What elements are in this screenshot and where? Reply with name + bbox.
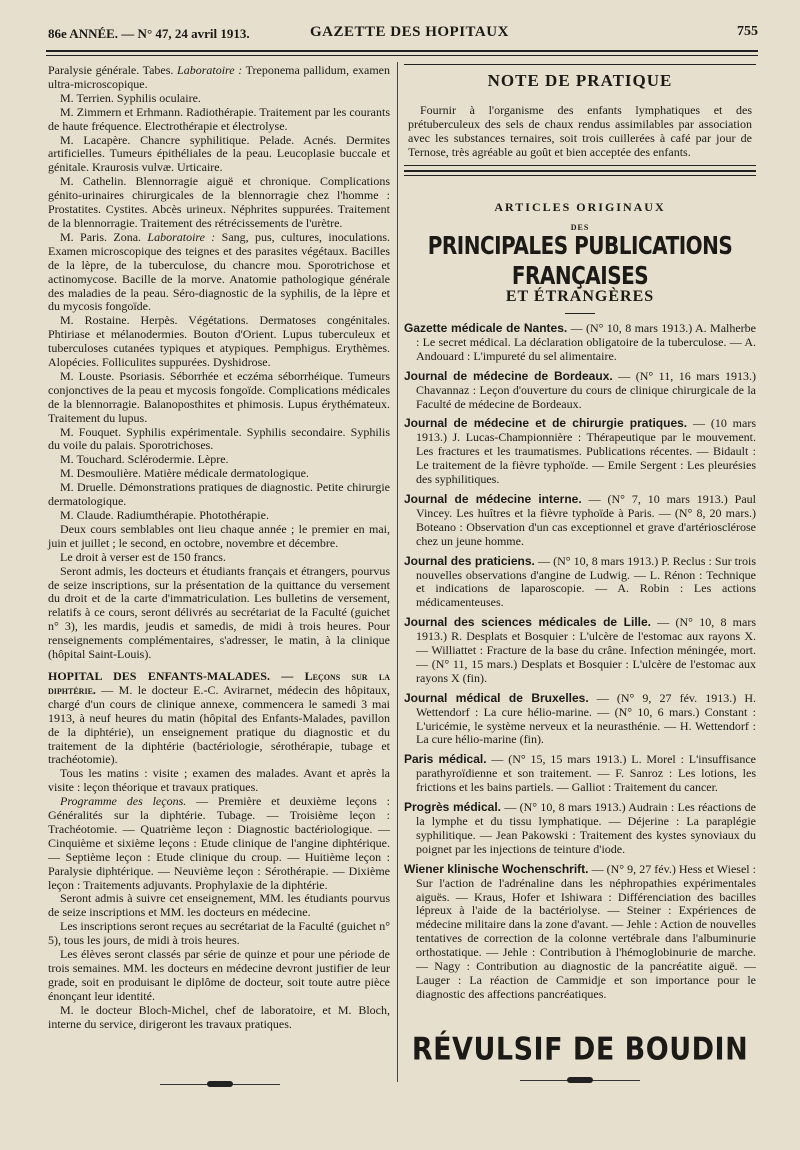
publications-subtitle: ET ÉTRANGÈRES bbox=[505, 288, 655, 305]
paragraph: M. Lacapère. Chancre syphilitique. Pelade. Acnés. Dermites artificielles. Tumeurs épithéliales de la peau. Leucoplasie buccale et génitale. Kraurosis vulvæ. Urticaire. bbox=[48, 132, 390, 175]
section-rule bbox=[404, 170, 756, 176]
paragraph: Deux cours semblables ont lieu chaque année ; le premier en mai, juin et juillet ; le second, en octobre, novembre et décembre. bbox=[48, 521, 390, 550]
note-title: NOTE DE PRATIQUE bbox=[487, 71, 673, 90]
end-ornament-left bbox=[160, 1084, 280, 1085]
publications-title: PRINCIPALES PUBLICATIONS FRANÇAISES bbox=[427, 230, 733, 290]
articles-des: DES bbox=[570, 223, 590, 232]
publication-entry: Wiener klinische Wochenschrift. — (N° 9, 27 fév.) Hess et Wiesel : Sur l'action de l'adrénaline dans les néphropathies expérimentales aiguës. — Kraus, Hofer et Ishiwara : Différenciation des bacilles lépreux à l'aide de la bactériolyse. — Steiner : Expériences de médecine militaire dans la zone d'avant. — Jehle : Action de nouvelles tentatives de correction de la colonne vertébrale dans l'albuminurie orthostatique. — Jehle : Contribution à l'hémoglobinurie de marche. — Nagy : Contribution au diagnostic de la pancréatite aiguë. — Lauger : La réaction de Cammidje et son importance pour le diagnostic des affections pancréatiques. bbox=[404, 861, 757, 1001]
paragraph: HOPITAL DES ENFANTS-MALADES. — Leçons sur la diphtérie. — M. le docteur E.-C. Avirагnet, médecin des hôpitaux, chargé d'un cours de clinique annexe, commencera le samedi 3 mai 1913, à neuf heures du matin (hôpital des Enfants-Malades, pavillon de la diphtérie), un enseignement pratique du diagnostic et du traitement de la diphtérie (bactériologie, sérothérapie, tubage et trachéotomie). bbox=[48, 668, 390, 767]
note-text: Fournir à l'organisme des enfants lymphatiques et des prétuberculeux des sels de chaux rendus assimilables par association avec les substances ternaires, soit trois cuillerées à café par jour de Ternose, très agréable au goût et bien acceptée des enfants. bbox=[408, 103, 752, 159]
publication-entry: Journal des praticiens. — (N° 10, 8 mars 1913.) P. Reclus : Sur trois nouvelles observations d'angine de Ludwig. — L. Rénon : Technique et indications de laparoscopie. — A. Robin : Les actions médicamenteuses. bbox=[404, 553, 756, 610]
articles-heading: ARTICLES ORIGINAUX bbox=[494, 200, 666, 214]
right-column bbox=[404, 64, 756, 1008]
journal-name: GAZETTE DES HOPITAUX bbox=[310, 24, 509, 40]
paragraph: M. Zimmern et Erhmann. Radiothérapie. Traitement par les courants de haute fréquence. Electrothérapie et électrolyse. bbox=[48, 104, 390, 133]
paragraph: M. Rostaine. Herpès. Végétations. Dermatoses congénitales. Phtiriase et mélanodermies. Bouton d'Orient. Lupus tuberculeux et tuberculoses cutanées typiques et atypiques. Pemphigus. Erythèmes. Alopécies. Folliculites suppurées. Dyshidrose. bbox=[48, 313, 390, 370]
paragraph: Programme des leçons. — Première et deuxième leçons : Généralités sur la diphtérie. Tubage. — Troisième leçon : Trachéotomie. — Quatrième leçon : Diagnostic bactériologique. — Cinquième et sixième leçons : Etude clinique de l'angine diphtérique. — Septième leçon : Etude clinique du croup. — Huitième leçon : Paralysie diphtérique. — Neuvième leçon : Sérothérapie. — Dixième leçon : Traitements adjuvants. Prophylaxie de la diphtérie. bbox=[48, 794, 390, 892]
paragraph: M. Louste. Psoriasis. Séborrhée et eczéma séborrhéique. Tumeurs conjonctives de la peau et mycosis fongoïde. Complications médicales de la blennorragie. Balanoposthites et phimosis. Lupus érythémateux. Traitement du lupus. bbox=[48, 368, 390, 425]
paragraph: M. Desmoulière. Matière médicale dermatologique. bbox=[60, 466, 309, 481]
header-rule bbox=[46, 50, 758, 52]
paragraph: Le droit à verser est de 150 francs. bbox=[60, 549, 226, 564]
publication-entry: Journal médical de Bruxelles. — (N° 9, 27 fév. 1913.) H. Wettendorf : La cure hélio-marine. — (N° 10, 6 mars.) Constant : L'uricémie, le système nerveux et la neurasthénie. — H. Wettendorf : La cure hélio-marine (fin). bbox=[404, 690, 757, 747]
paragraph: M. Fouquet. Syphilis expérimentale. Syphilis secondaire. Syphilis du voile du palais. Sporotrichoses. bbox=[48, 424, 390, 453]
title-rule bbox=[565, 313, 595, 314]
paragraph: Seront admis à suivre cet enseignement, MM. les étudiants pourvus de seize inscriptions et MM. les docteurs en médecine. bbox=[48, 891, 390, 920]
paragraph: M. le docteur Bloch-Michel, chef de laboratoire, et M. Bloch, interne du service, dirigeront les travaux pratiques. bbox=[48, 1002, 390, 1031]
issue-info: 86e ANNÉE. — N° 47, 24 avril 1913. bbox=[48, 26, 250, 41]
publication-entry: Journal de médecine interne. — (N° 7, 10 mars 1913.) Paul Vincey. Les huîtres et la fièvre typhoïde à Paris. — (N° 8, 20 mars.) Boteano : Observation d'un cas exceptionnel et grave d'artériosclérose chez un jeune homme. bbox=[404, 491, 756, 548]
section-heading: HOPITAL DES ENFANTS-MALADES. — Leçons sur la diphtérie. bbox=[48, 668, 390, 697]
column-divider bbox=[397, 62, 398, 1082]
advertisement-revulsif: RÉVULSIF DE BOUDIN bbox=[411, 1031, 749, 1068]
paragraph: Seront admis, les docteurs et étudiants français et étrangers, pourvus de seize inscriptions, sur la présentation de la quittance du versement du droit et de la carte d'immatriculation. Les bulletins de versement, relatifs à ce cours, seront délivrés au secrétariat de la Faculté (guichet n° 3), les mardis, jeudis et samedis, de midi à trois heures. Pour renseignements complémentaires, s'adresser, le matin, à la clinique (hôpital Saint-Louis). bbox=[48, 563, 390, 662]
publication-entry: Journal de médecine de Bordeaux. — (N° 11, 16 mars 1913.) Chavannaz : Leçon d'ouverture du cours de clinique chirurgicale de la Faculté de médecine de Bordeaux. bbox=[404, 368, 757, 411]
paragraph: Paralysie générale. Tabes. Laboratoire : Treponema pallidum, examen ultra-microscopique. bbox=[48, 63, 391, 91]
paragraph: Les élèves seront classés par série de quinze et pour une période de trois semaines. MM. les docteurs en médecine devront justifier de leur grade, soit en produisant le diplôme de docteur, soit toute autre pièce énonçant leur identité. bbox=[48, 947, 390, 1003]
publication-entry: Gazette médicale de Nantes. — (N° 10, 8 mars 1913.) A. Malherbe : Le secret médical. La déclaration obligatoire de la tuberculose. — A. Andouard : L'impureté du sel alimentaire. bbox=[404, 321, 757, 363]
publication-entry: Paris médical. — (N° 15, 15 mars 1913.) L. Morel : L'insuffisance parathyroïdienne et son traitement. — F. Sanroz : Les lotions, les frictions et les bains partiels. — Galliot : Traitement du cancer. bbox=[404, 752, 757, 795]
publication-entry: Progrès médical. — (N° 10, 8 mars 1913.) Audrain : Les réactions de la lymphe et du tissu lymphatique. — Déjerine : La paraplégie syphilitique. — Jean Pakowski : Traitement des kystes synoviaux du poignet par les injections de teinture d'iode. bbox=[404, 800, 756, 856]
page-header bbox=[48, 22, 758, 44]
note-de-pratique-box bbox=[404, 64, 756, 166]
paragraph: M. Cathelin. Blennorragie aiguë et chronique. Complications génito-urinaires chirurgicales de la blennorragie chez l'homme : Prostatites. Cystites. Abcès urineux. Néphrites suppurées. Traitement de la blennorragie. Traitement des rétrécissements de l'urètre. bbox=[48, 174, 390, 230]
publication-entry: Journal de médecine et de chirurgie pratiques. — (10 mars 1913.) J. Lucas-Championnière : Thérapeutique par le mouvement. Les fractures et les traumatismes. Publications récentes. — Bidault : Le traitement de la fièvre typhoïde. — Emile Sergent : Les pleurésies des syphilitiques. bbox=[404, 416, 756, 487]
publication-entry: Journal des sciences médicales de Lille. — (N° 10, 8 mars 1913.) R. Desplats et Bosquier : L'ulcère de l'estomac aux rayons X. — Williattet : Fracture de la base du crâne. Infection méningée, mort. — (N° 11, 15 mars.) Desplats et Bosquier : L'ulcère de l'estomac aux rayons X (fin). bbox=[404, 615, 757, 685]
paragraph: M. Claude. Radiumthérapie. Photothérapie. bbox=[60, 508, 269, 522]
paragraph: M. Paris. Zona. Laboratoire : Sang, pus, cultures, inoculations. Examen microscopique des teignes et des parasites végétaux. Bacilles de la lèpre, de la tuberculose, du chancre mou. Sporotrichose et actinomycose. Bacille de la morve. Anatomie pathologique générale des maladies de la peau. Séro-diagnostic de la syphilis, de la lèpre et du mycosis fongoïde. bbox=[48, 229, 391, 314]
header-rule-thin bbox=[46, 55, 758, 56]
page-number: 755 bbox=[737, 24, 758, 39]
left-column bbox=[48, 64, 390, 1032]
publication-list bbox=[404, 322, 756, 1002]
paragraph: M. Terrien. Syphilis oculaire. bbox=[60, 90, 201, 105]
paragraph: Tous les matins : visite ; examen des malades. Avant et après la visite : leçon théorique et travaux pratiques. bbox=[48, 766, 390, 795]
paragraph: M. Touchard. Sclérodermie. Lèpre. bbox=[60, 452, 229, 467]
paragraph: M. Druelle. Démonstrations pratiques de diagnostic. Petite chirurgie dermatologique. bbox=[48, 480, 390, 509]
paragraph: Les inscriptions seront reçues au secrétariat de la Faculté (guichet n° 5), tous les jours, de midi à trois heures. bbox=[48, 919, 390, 948]
end-ornament-right bbox=[520, 1080, 640, 1081]
